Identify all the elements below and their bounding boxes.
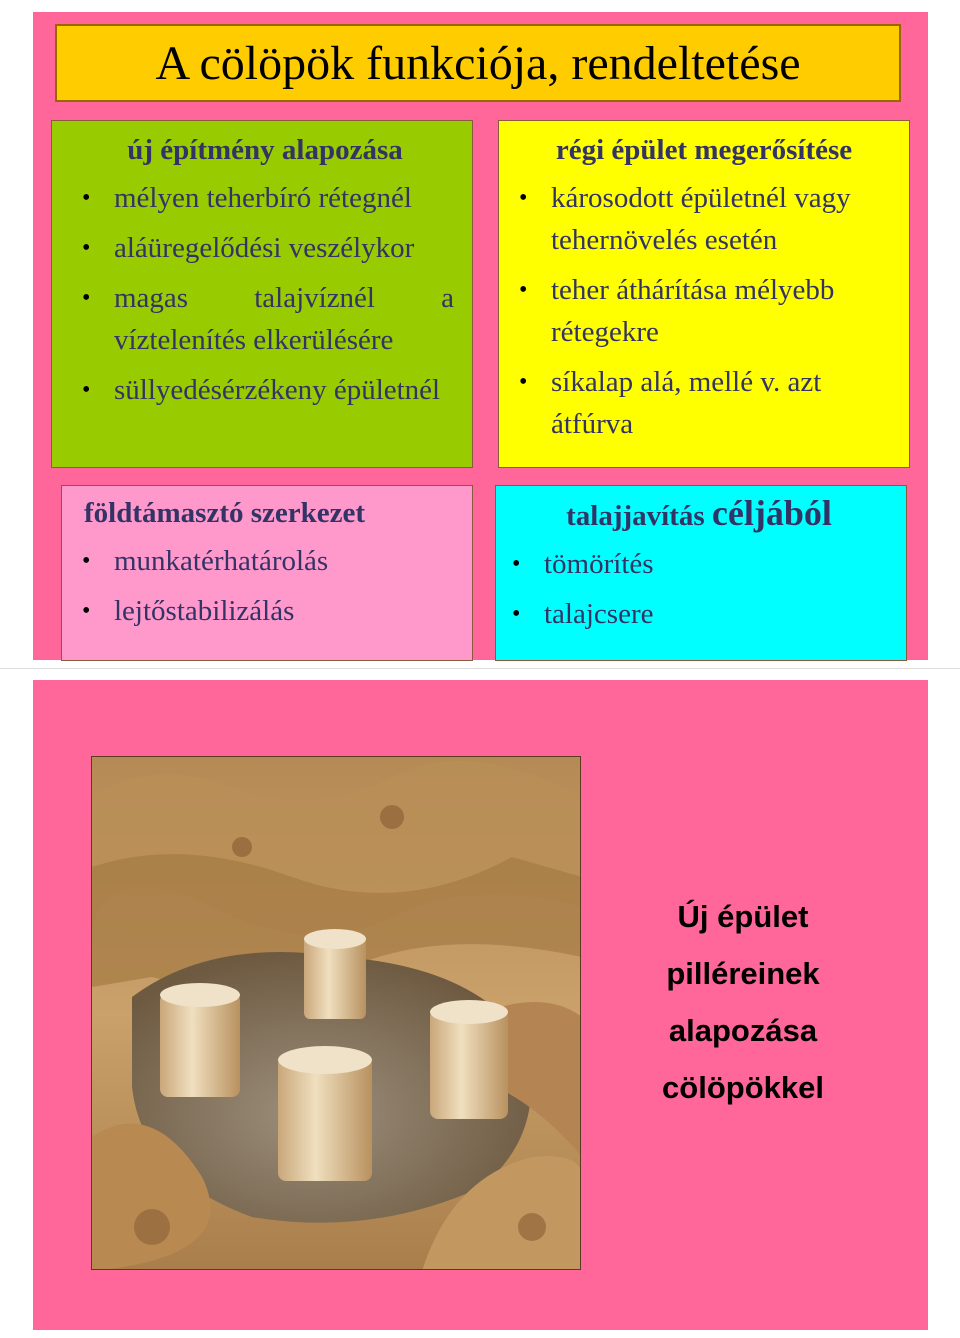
pile-right: [430, 1000, 508, 1119]
pile-foundation-photo: [91, 756, 581, 1270]
pile-back: [304, 929, 366, 1019]
list-item: • aláüregelődési veszélykor: [76, 227, 454, 269]
soil-improvement-heading-part2: céljából: [711, 493, 832, 533]
earth-retaining-heading: földtámasztó szerkezet: [84, 497, 366, 529]
slide-pile-photo: [33, 680, 928, 1330]
list-item: • magas talajvíznél a víztelenítés elkerülésére: [76, 277, 454, 361]
list-item: • munkatérhatárolás: [76, 540, 458, 582]
list-item: • tömörítés: [506, 543, 892, 585]
soil-improvement-box: [495, 485, 907, 661]
caption-line: cölöpökkel: [662, 1070, 824, 1105]
list-item: • síkalap alá, mellé v. azt átfúrva: [513, 361, 895, 445]
list-item: • lejtőstabilizálás: [76, 590, 458, 632]
slide-functions: [33, 12, 928, 660]
earth-retaining-box: [61, 485, 473, 661]
title-banner: [55, 24, 901, 102]
pile-left: [160, 983, 240, 1097]
list-item: • teher áthárítása mélyebb rétegekre: [513, 269, 895, 353]
pile-front: [278, 1046, 372, 1181]
new-structure-foundation-box: [51, 120, 473, 468]
soil-improvement-list: [506, 543, 892, 635]
slide-title: A cölöpök funkciója, rendeltetése: [155, 36, 801, 90]
old-building-list: [513, 177, 895, 445]
photo-caption: [623, 888, 863, 1116]
old-building-heading: régi épület megerősítése: [555, 134, 853, 166]
soil-improvement-heading-part1: talajjavítás: [566, 500, 705, 532]
caption-line: pilléreinek: [666, 956, 820, 991]
old-building-reinforcement-box: [498, 120, 910, 468]
new-structure-heading: új építmény alapozása: [127, 134, 403, 166]
page-separator: [0, 668, 960, 669]
new-structure-list: [76, 177, 454, 411]
caption-line: Új épület: [677, 899, 809, 934]
list-item: • talajcsere: [506, 593, 892, 635]
list-item: • mélyen teherbíró rétegnél: [76, 177, 454, 219]
list-item: • károsodott épületnél vagy tehernövelés esetén: [513, 177, 895, 261]
earth-retaining-list: [76, 540, 458, 632]
caption-line: alapozása: [668, 1013, 818, 1048]
list-item: • süllyedésérzékeny épületnél: [76, 369, 454, 411]
soil-improvement-heading: [506, 493, 892, 533]
pile-photo-illustration: [92, 757, 581, 1270]
